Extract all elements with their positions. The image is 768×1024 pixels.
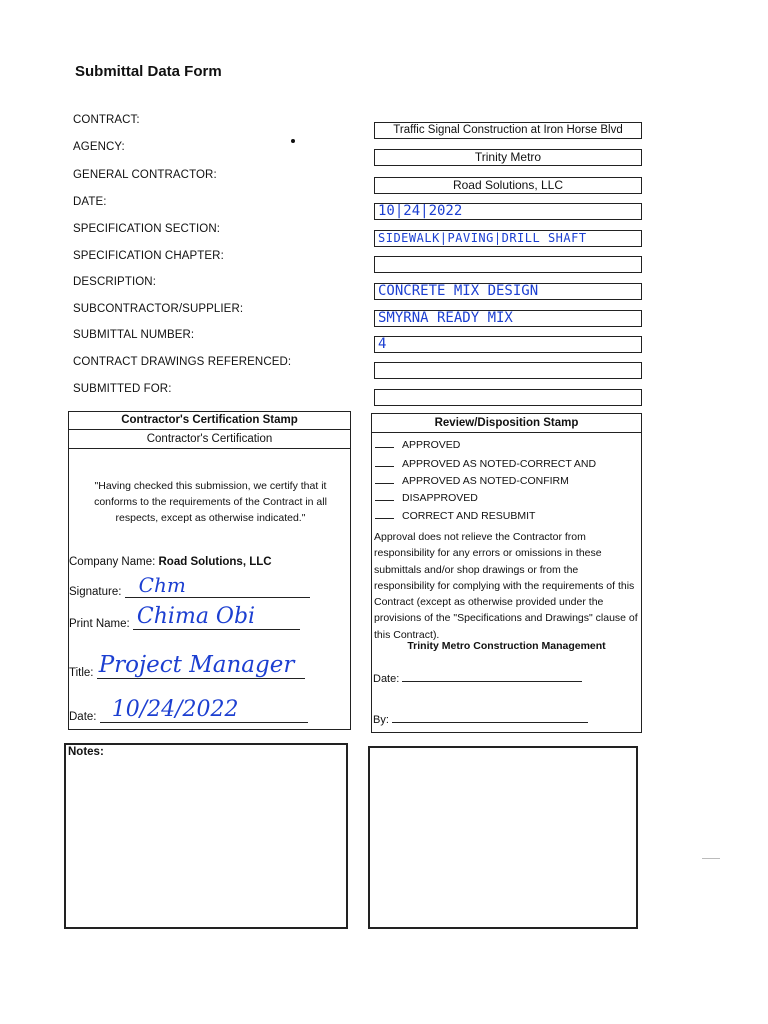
label-date: DATE:	[73, 196, 107, 208]
drawings-field[interactable]	[374, 362, 642, 379]
print-name-line[interactable]	[133, 604, 300, 630]
scan-mark	[702, 858, 720, 859]
cert-stamp-title: Contractor's Certification Stamp	[69, 412, 350, 430]
title-value: Project Manager	[98, 652, 295, 678]
company-name-label: Company Name:	[69, 556, 156, 568]
option-approved-as-noted-correct[interactable]: APPROVED AS NOTED-CORRECT AND	[375, 456, 596, 470]
signature-row	[69, 573, 310, 598]
label-spec-section: SPECIFICATION SECTION:	[73, 223, 221, 235]
notes-box[interactable]	[64, 743, 348, 929]
review-disclaimer: Approval does not relieve the Contractor from responsibility for any errors or omissions in these submittals and/or shop drawings or from the responsibility for complying with the requirements of this Contract (except as otherwise provided under the provisions of the "Specifications and Drawings" clause of this Contract).	[374, 531, 638, 641]
review-stamp-title: Review/Disposition Stamp	[372, 414, 641, 433]
general-contractor-field[interactable]: Road Solutions, LLC	[374, 177, 642, 194]
option-approved-as-noted-confirm[interactable]: APPROVED AS NOTED-CONFIRM	[375, 473, 569, 487]
review-disposition-stamp	[371, 413, 642, 733]
submittal-number-field[interactable]: 4	[374, 336, 642, 353]
title-row	[69, 652, 305, 679]
notes-box-right[interactable]	[368, 746, 638, 929]
date-field[interactable]: 10|24|2022	[374, 203, 642, 220]
contractor-certification-stamp	[68, 411, 351, 730]
print-name-row	[69, 604, 300, 630]
cert-date-label: Date:	[69, 711, 97, 723]
review-by-label: By:	[373, 714, 389, 726]
cert-date-value: 10/24/2022	[111, 697, 239, 722]
label-drawings: CONTRACT DRAWINGS REFERENCED:	[73, 356, 292, 368]
company-name-row	[69, 556, 272, 568]
review-date-row	[373, 670, 582, 685]
label-submitted-for: SUBMITTED FOR:	[73, 383, 172, 395]
subcontractor-field[interactable]: SMYRNA READY MIX	[374, 310, 642, 327]
review-date-label: Date:	[373, 673, 400, 685]
label-subcontractor: SUBCONTRACTOR/SUPPLIER:	[73, 303, 244, 315]
signature-label: Signature:	[69, 586, 122, 598]
company-name-value: Road Solutions, LLC	[158, 556, 272, 568]
description-field[interactable]: CONCRETE MIX DESIGN	[374, 283, 642, 300]
label-description: DESCRIPTION:	[73, 276, 156, 288]
label-agency: AGENCY:	[73, 141, 125, 153]
print-name-label: Print Name:	[69, 618, 130, 630]
review-by-line[interactable]	[392, 711, 588, 723]
option-disapproved[interactable]: DISAPPROVED	[375, 490, 478, 504]
signature-value: Chm	[138, 573, 186, 597]
signature-line[interactable]	[125, 573, 310, 598]
management-label: Trinity Metro Construction Management	[407, 640, 606, 652]
option-correct-and-resubmit[interactable]: CORRECT AND RESUBMIT	[375, 508, 535, 522]
spec-section-field[interactable]: SIDEWALK|PAVING|DRILL SHAFT	[374, 230, 642, 247]
review-by-row	[373, 711, 588, 726]
cert-subtitle: Contractor's Certification	[69, 430, 350, 449]
option-approved[interactable]: APPROVED	[375, 437, 460, 451]
title-line[interactable]	[97, 652, 305, 679]
label-spec-chapter: SPECIFICATION CHAPTER:	[73, 250, 224, 262]
contract-field[interactable]: Traffic Signal Construction at Iron Horse Blvd	[374, 122, 642, 139]
agency-field[interactable]: Trinity Metro	[374, 149, 642, 166]
label-submittal-number: SUBMITTAL NUMBER:	[73, 329, 195, 341]
label-general-contractor: GENERAL CONTRACTOR:	[73, 169, 217, 181]
print-name-value: Chima Obi	[136, 604, 256, 629]
notes-label: Notes:	[68, 746, 104, 758]
review-date-line[interactable]	[402, 670, 582, 682]
spec-chapter-field[interactable]	[374, 256, 642, 273]
stray-mark	[291, 139, 295, 143]
cert-date-row	[69, 697, 308, 723]
label-contract: CONTRACT:	[73, 114, 140, 126]
submitted-for-field[interactable]	[374, 389, 642, 406]
form-title: Submittal Data Form	[75, 63, 222, 80]
cert-statement: "Having checked this submission, we certify that it conforms to the requirements of the Contract in all respects, except as otherwise indicated."	[94, 480, 327, 524]
title-label: Title:	[69, 667, 94, 679]
cert-date-line[interactable]	[100, 697, 308, 723]
